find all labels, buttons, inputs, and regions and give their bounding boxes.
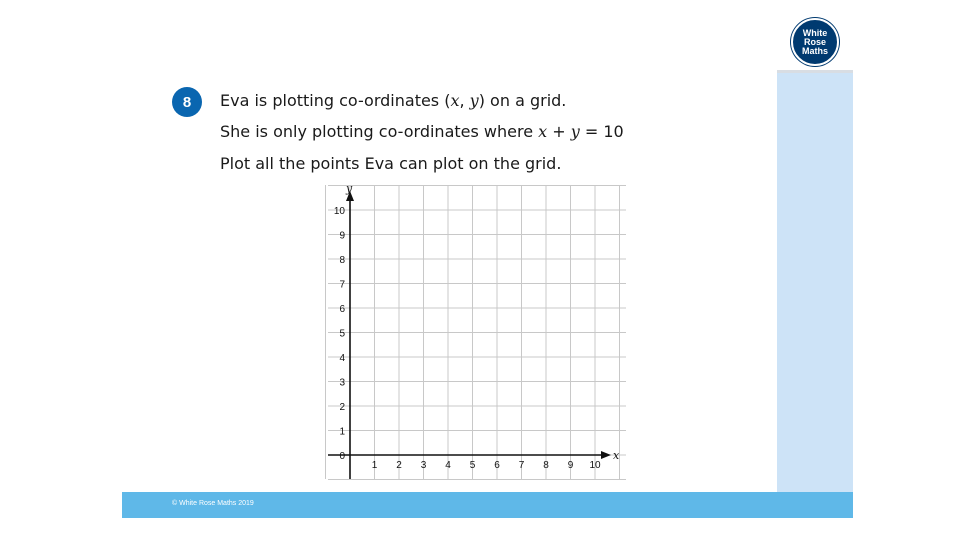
x-tick-label: 2 [396, 460, 402, 471]
footer-copyright: © White Rose Maths 2019 [172, 500, 254, 507]
x-tick-label: 6 [494, 460, 500, 471]
footer-bar [122, 492, 853, 518]
white-rose-maths-logo [791, 18, 839, 66]
q2-var-x: x [538, 122, 548, 141]
x-axis-arrow-icon [601, 451, 611, 459]
x-axis-label: x [613, 449, 620, 462]
y-tick-label: 2 [339, 402, 345, 413]
y-tick-label: 6 [339, 304, 345, 315]
question-number-badge: 8 [172, 87, 202, 117]
question-line-1 [220, 91, 566, 110]
q2-var-y: y [570, 122, 580, 141]
q1-comma: , [459, 91, 470, 110]
x-tick-label: 3 [420, 460, 427, 471]
y-tick-label: 9 [339, 230, 345, 242]
y-tick-label: 1 [339, 426, 345, 438]
q1-var-y: y [469, 91, 479, 110]
y-tick-label: 10 [333, 206, 345, 217]
x-tick-label: 7 [518, 460, 525, 471]
q2-plus: + [547, 122, 571, 141]
coordinate-grid[interactable] [310, 182, 630, 482]
logo-line-1: White [802, 27, 828, 38]
q1-text-a: Eva is plotting co-ordinates ( [220, 91, 451, 110]
y-tick-label: 5 [339, 328, 345, 340]
x-tick-label: 1 [371, 460, 378, 471]
x-tick-label: 4 [445, 460, 451, 471]
y-tick-label: 3 [339, 377, 345, 389]
x-tick-label: 10 [589, 460, 601, 471]
y-tick-label: 4 [339, 353, 345, 364]
y-tick-label: 7 [339, 279, 345, 291]
x-tick-label: 5 [469, 460, 476, 471]
q2-text-b: = 10 [579, 122, 624, 141]
q1-var-x: x [450, 91, 460, 110]
y-tick-label: 8 [339, 255, 345, 266]
logo-line-3: Maths [801, 45, 828, 56]
x-tick-label: 9 [567, 460, 574, 471]
side-panel [777, 0, 853, 492]
y-axis-label: y [346, 182, 353, 195]
y-tick-label: 0 [339, 451, 345, 462]
logo-line-2: Rose [803, 36, 826, 47]
question-line-2 [220, 122, 624, 141]
side-panel-divider [777, 70, 853, 73]
slide [122, 0, 853, 518]
q1-text-b: ) on a grid. [478, 91, 567, 110]
logo-box [777, 0, 853, 70]
x-tick-label: 8 [543, 460, 549, 471]
q2-text-a: She is only plotting co-ordinates where [220, 122, 539, 141]
question-line-3: Plot all the points Eva can plot on the grid. [220, 154, 562, 173]
